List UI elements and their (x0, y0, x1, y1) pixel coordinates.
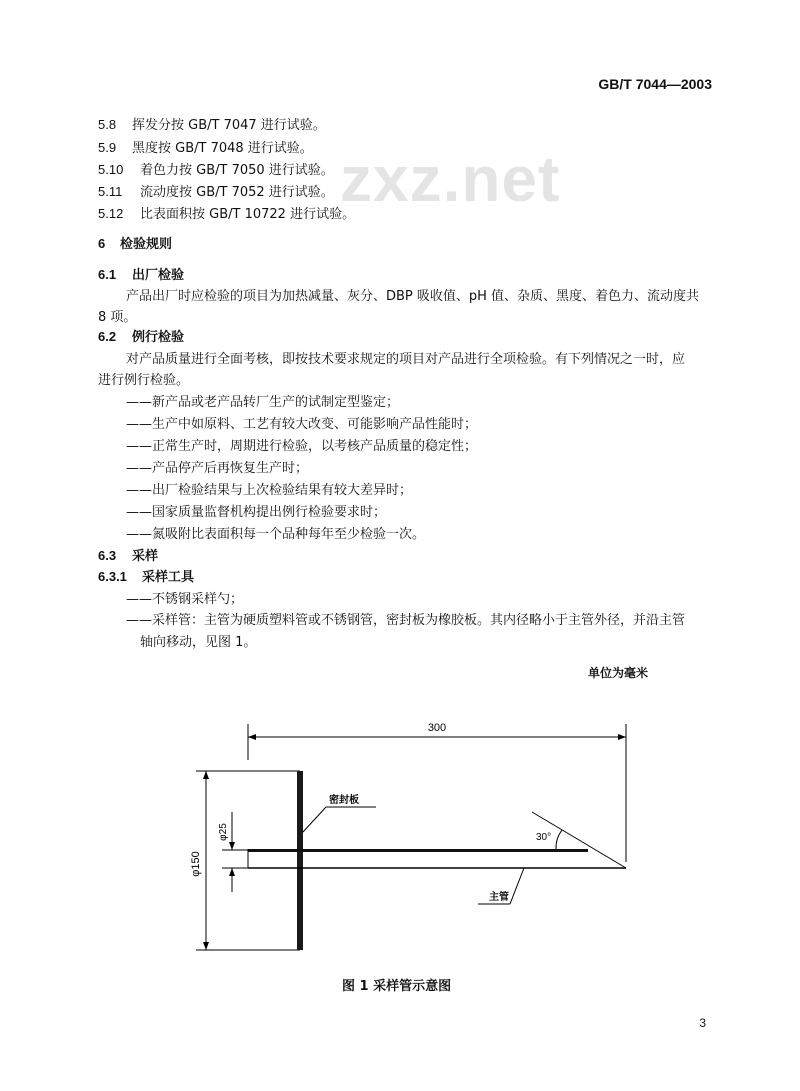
clause-title: 采样工具 (142, 570, 195, 585)
paragraph: 产品出厂时应检验的项目为加热减量、灰分、DBP 吸收值、pH 值、杂质、黑度、着色力、流动度共 (126, 289, 700, 304)
clause-number: 6.2 (98, 329, 117, 344)
arrowhead (229, 868, 235, 876)
arrowhead (248, 734, 256, 740)
clause-number: 6.1 (98, 267, 117, 282)
list-item: ——不锈钢采样勺； (126, 592, 244, 607)
clause-number: 6.3 (98, 548, 117, 563)
main-pipe-top-wall (248, 849, 588, 852)
paragraph: 进行例行检验。 (98, 373, 190, 388)
leader-line (510, 868, 524, 904)
clause-text: 着色力按 GB/T 7050 进行试验。 (140, 163, 334, 178)
dimension-outer-label: φ150 (190, 851, 202, 877)
angle-label: 30° (536, 832, 552, 843)
arrowhead (618, 734, 626, 740)
arrowhead (203, 942, 209, 950)
list-item: ——出厂检验结果与上次检验结果有较大差异时； (126, 483, 413, 498)
list-item: ——氮吸附比表面积每一个品种每年至少检验一次。 (126, 527, 426, 542)
clause-title: 出厂检验 (132, 268, 185, 283)
dimension-inner-label: φ25 (218, 823, 229, 841)
angle-arc (556, 830, 562, 849)
paragraph: 8 项。 (98, 310, 137, 325)
standard-code: GB/T 7044—2003 (598, 76, 712, 92)
seal-plate (297, 771, 303, 950)
clause-title: 采样 (132, 549, 159, 564)
list-item: ——产品停产后再恢复生产时； (126, 461, 309, 476)
clause-text: 挥发分按 GB/T 7047 进行试验。 (132, 118, 326, 133)
arrowhead (229, 842, 235, 850)
clause-text: 流动度按 GB/T 7052 进行试验。 (140, 185, 334, 200)
list-item: ——采样管：主管为硬质塑料管或不锈钢管，密封板为橡胶板。其内径略小于主管外径，并沿主管 (126, 613, 686, 628)
page-number: 3 (699, 1016, 706, 1030)
leader-line (303, 807, 326, 832)
unit-note: 单位为毫米 (588, 666, 649, 680)
arrowhead (203, 771, 209, 779)
dimension-length-label: 300 (427, 722, 447, 734)
clause-number: 5.10 (98, 162, 124, 177)
clause-text: 黑度按 GB/T 7048 进行试验。 (132, 141, 313, 156)
section-number: 6 (98, 236, 106, 251)
list-item: ——生产中如原料、工艺有较大改变、可能影响产品性能时； (126, 417, 478, 432)
clause-title: 例行检验 (132, 330, 185, 345)
clause-text: 比表面积按 GB/T 10722 进行试验。 (140, 207, 356, 222)
list-item-continuation: 轴向移动，见图 1。 (140, 635, 257, 650)
clause-number: 5.9 (98, 140, 117, 155)
clause-number: 5.11 (98, 184, 123, 199)
clause-number: 5.8 (98, 117, 117, 132)
seal-plate-label: 密封板 (329, 795, 359, 806)
list-item: ——正常生产时，周期进行检验，以考核产品质量的稳定性； (126, 439, 478, 454)
list-item: ——新产品或老产品转厂生产的试制定型鉴定； (126, 395, 400, 410)
paragraph: 对产品质量进行全面考核，即按技术要求规定的项目对产品进行全项检验。有下列情况之一时，应 (126, 352, 686, 367)
clause-number: 5.12 (98, 206, 124, 221)
list-item: ——国家质量监督机构提出例行检验要求时； (126, 505, 387, 520)
section-title: 检验规则 (120, 237, 173, 252)
clause-number: 6.3.1 (98, 569, 127, 584)
figure-caption: 图 1 采样管示意图 (342, 979, 452, 994)
watermark: zxz.net (340, 143, 561, 215)
main-pipe-label: 主管 (489, 892, 509, 903)
